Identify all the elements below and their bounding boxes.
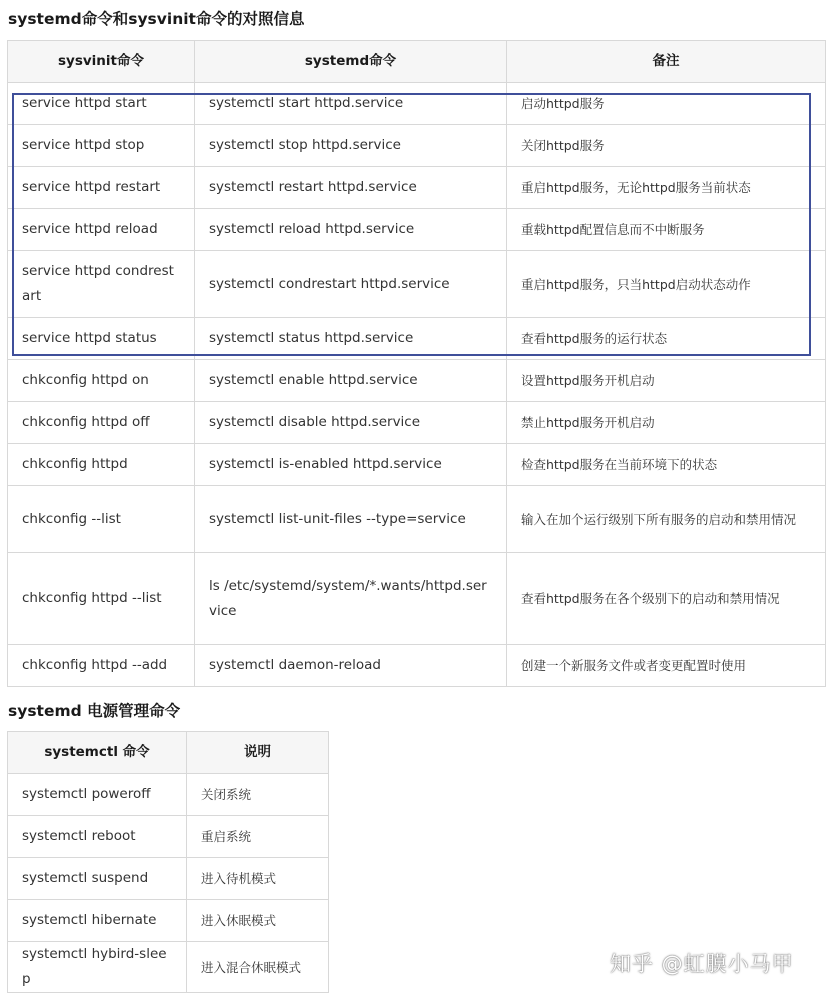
systemd-command-cell: ls /etc/systemd/system/*.wants/httpd.service — [195, 553, 507, 645]
sysvinit-command-cell: chkconfig httpd --list — [8, 553, 195, 645]
systemd-command-cell: systemctl daemon-reload — [195, 645, 507, 687]
note-cell: 重启httpd服务，无论httpd服务当前状态 — [507, 167, 826, 209]
section-title-sysvinit-comparison: systemd命令和sysvinit命令的对照信息 — [8, 10, 305, 28]
table-row — [8, 816, 329, 858]
table-row — [8, 83, 826, 125]
systemd-sysvinit-comparison-table — [7, 40, 826, 687]
systemctl-command-cell: systemctl poweroff — [8, 774, 187, 816]
column-header-systemd: systemd命令 — [195, 41, 507, 83]
note-cell: 设置httpd服务开机启动 — [507, 360, 826, 402]
column-header-note: 备注 — [507, 41, 826, 83]
systemd-command-cell: systemctl enable httpd.service — [195, 360, 507, 402]
note-cell: 禁止httpd服务开机启动 — [507, 402, 826, 444]
description-cell: 关闭系统 — [187, 774, 329, 816]
systemd-command-cell: systemctl condrestart httpd.service — [195, 251, 507, 318]
systemctl-command-cell: systemctl hibernate — [8, 900, 187, 942]
sysvinit-command-cell: service httpd status — [8, 318, 195, 360]
systemd-command-cell: systemctl is-enabled httpd.service — [195, 444, 507, 486]
sysvinit-command-cell: service httpd stop — [8, 125, 195, 167]
table-header-row — [8, 41, 826, 83]
note-cell: 重启httpd服务，只当httpd启动状态动作 — [507, 251, 826, 318]
column-header-systemctl-command: systemctl 命令 — [8, 732, 187, 774]
description-cell: 进入待机模式 — [187, 858, 329, 900]
table-row — [8, 402, 826, 444]
column-header-description: 说明 — [187, 732, 329, 774]
note-cell: 查看httpd服务在各个级别下的启动和禁用情况 — [507, 553, 826, 645]
note-cell: 检查httpd服务在当前环境下的状态 — [507, 444, 826, 486]
systemd-command-cell: systemctl disable httpd.service — [195, 402, 507, 444]
sysvinit-command-cell: service httpd start — [8, 83, 195, 125]
section-title-power-management: systemd 电源管理命令 — [8, 702, 181, 720]
table-row — [8, 774, 329, 816]
table-row — [8, 209, 826, 251]
sysvinit-command-cell: chkconfig httpd on — [8, 360, 195, 402]
power-management-table — [7, 731, 329, 993]
table-row — [8, 942, 329, 993]
systemd-command-cell: systemctl start httpd.service — [195, 83, 507, 125]
systemd-command-cell: systemctl restart httpd.service — [195, 167, 507, 209]
table-row — [8, 318, 826, 360]
table-row — [8, 167, 826, 209]
sysvinit-command-cell: chkconfig --list — [8, 486, 195, 553]
sysvinit-command-cell: service httpd condrestart — [8, 251, 195, 318]
table-row — [8, 444, 826, 486]
systemctl-command-cell: systemctl suspend — [8, 858, 187, 900]
note-cell: 输入在加个运行级别下所有服务的启动和禁用情况 — [507, 486, 826, 553]
table-row — [8, 360, 826, 402]
sysvinit-command-cell: chkconfig httpd off — [8, 402, 195, 444]
sysvinit-command-cell: service httpd reload — [8, 209, 195, 251]
table-row — [8, 251, 826, 318]
table-row — [8, 553, 826, 645]
description-cell: 重启系统 — [187, 816, 329, 858]
systemctl-command-cell: systemctl reboot — [8, 816, 187, 858]
table-row — [8, 900, 329, 942]
table-row — [8, 125, 826, 167]
note-cell: 关闭httpd服务 — [507, 125, 826, 167]
column-header-sysvinit: sysvinit命令 — [8, 41, 195, 83]
note-cell: 查看httpd服务的运行状态 — [507, 318, 826, 360]
description-cell: 进入混合休眠模式 — [187, 942, 329, 993]
systemd-command-cell: systemctl stop httpd.service — [195, 125, 507, 167]
watermark: 知乎 @虹膜小马甲 — [610, 952, 794, 976]
sysvinit-command-cell: chkconfig httpd — [8, 444, 195, 486]
note-cell: 启动httpd服务 — [507, 83, 826, 125]
table-row — [8, 858, 329, 900]
description-cell: 进入休眠模式 — [187, 900, 329, 942]
sysvinit-command-cell: service httpd restart — [8, 167, 195, 209]
table-header-row — [8, 732, 329, 774]
systemctl-command-cell: systemctl hybird-sleep — [8, 942, 187, 993]
table-row — [8, 645, 826, 687]
systemd-command-cell: systemctl list-unit-files --type=service — [195, 486, 507, 553]
systemd-command-cell: systemctl status httpd.service — [195, 318, 507, 360]
sysvinit-command-cell: chkconfig httpd --add — [8, 645, 195, 687]
systemd-command-cell: systemctl reload httpd.service — [195, 209, 507, 251]
note-cell: 重载httpd配置信息而不中断服务 — [507, 209, 826, 251]
note-cell: 创建一个新服务文件或者变更配置时使用 — [507, 645, 826, 687]
table-row — [8, 486, 826, 553]
